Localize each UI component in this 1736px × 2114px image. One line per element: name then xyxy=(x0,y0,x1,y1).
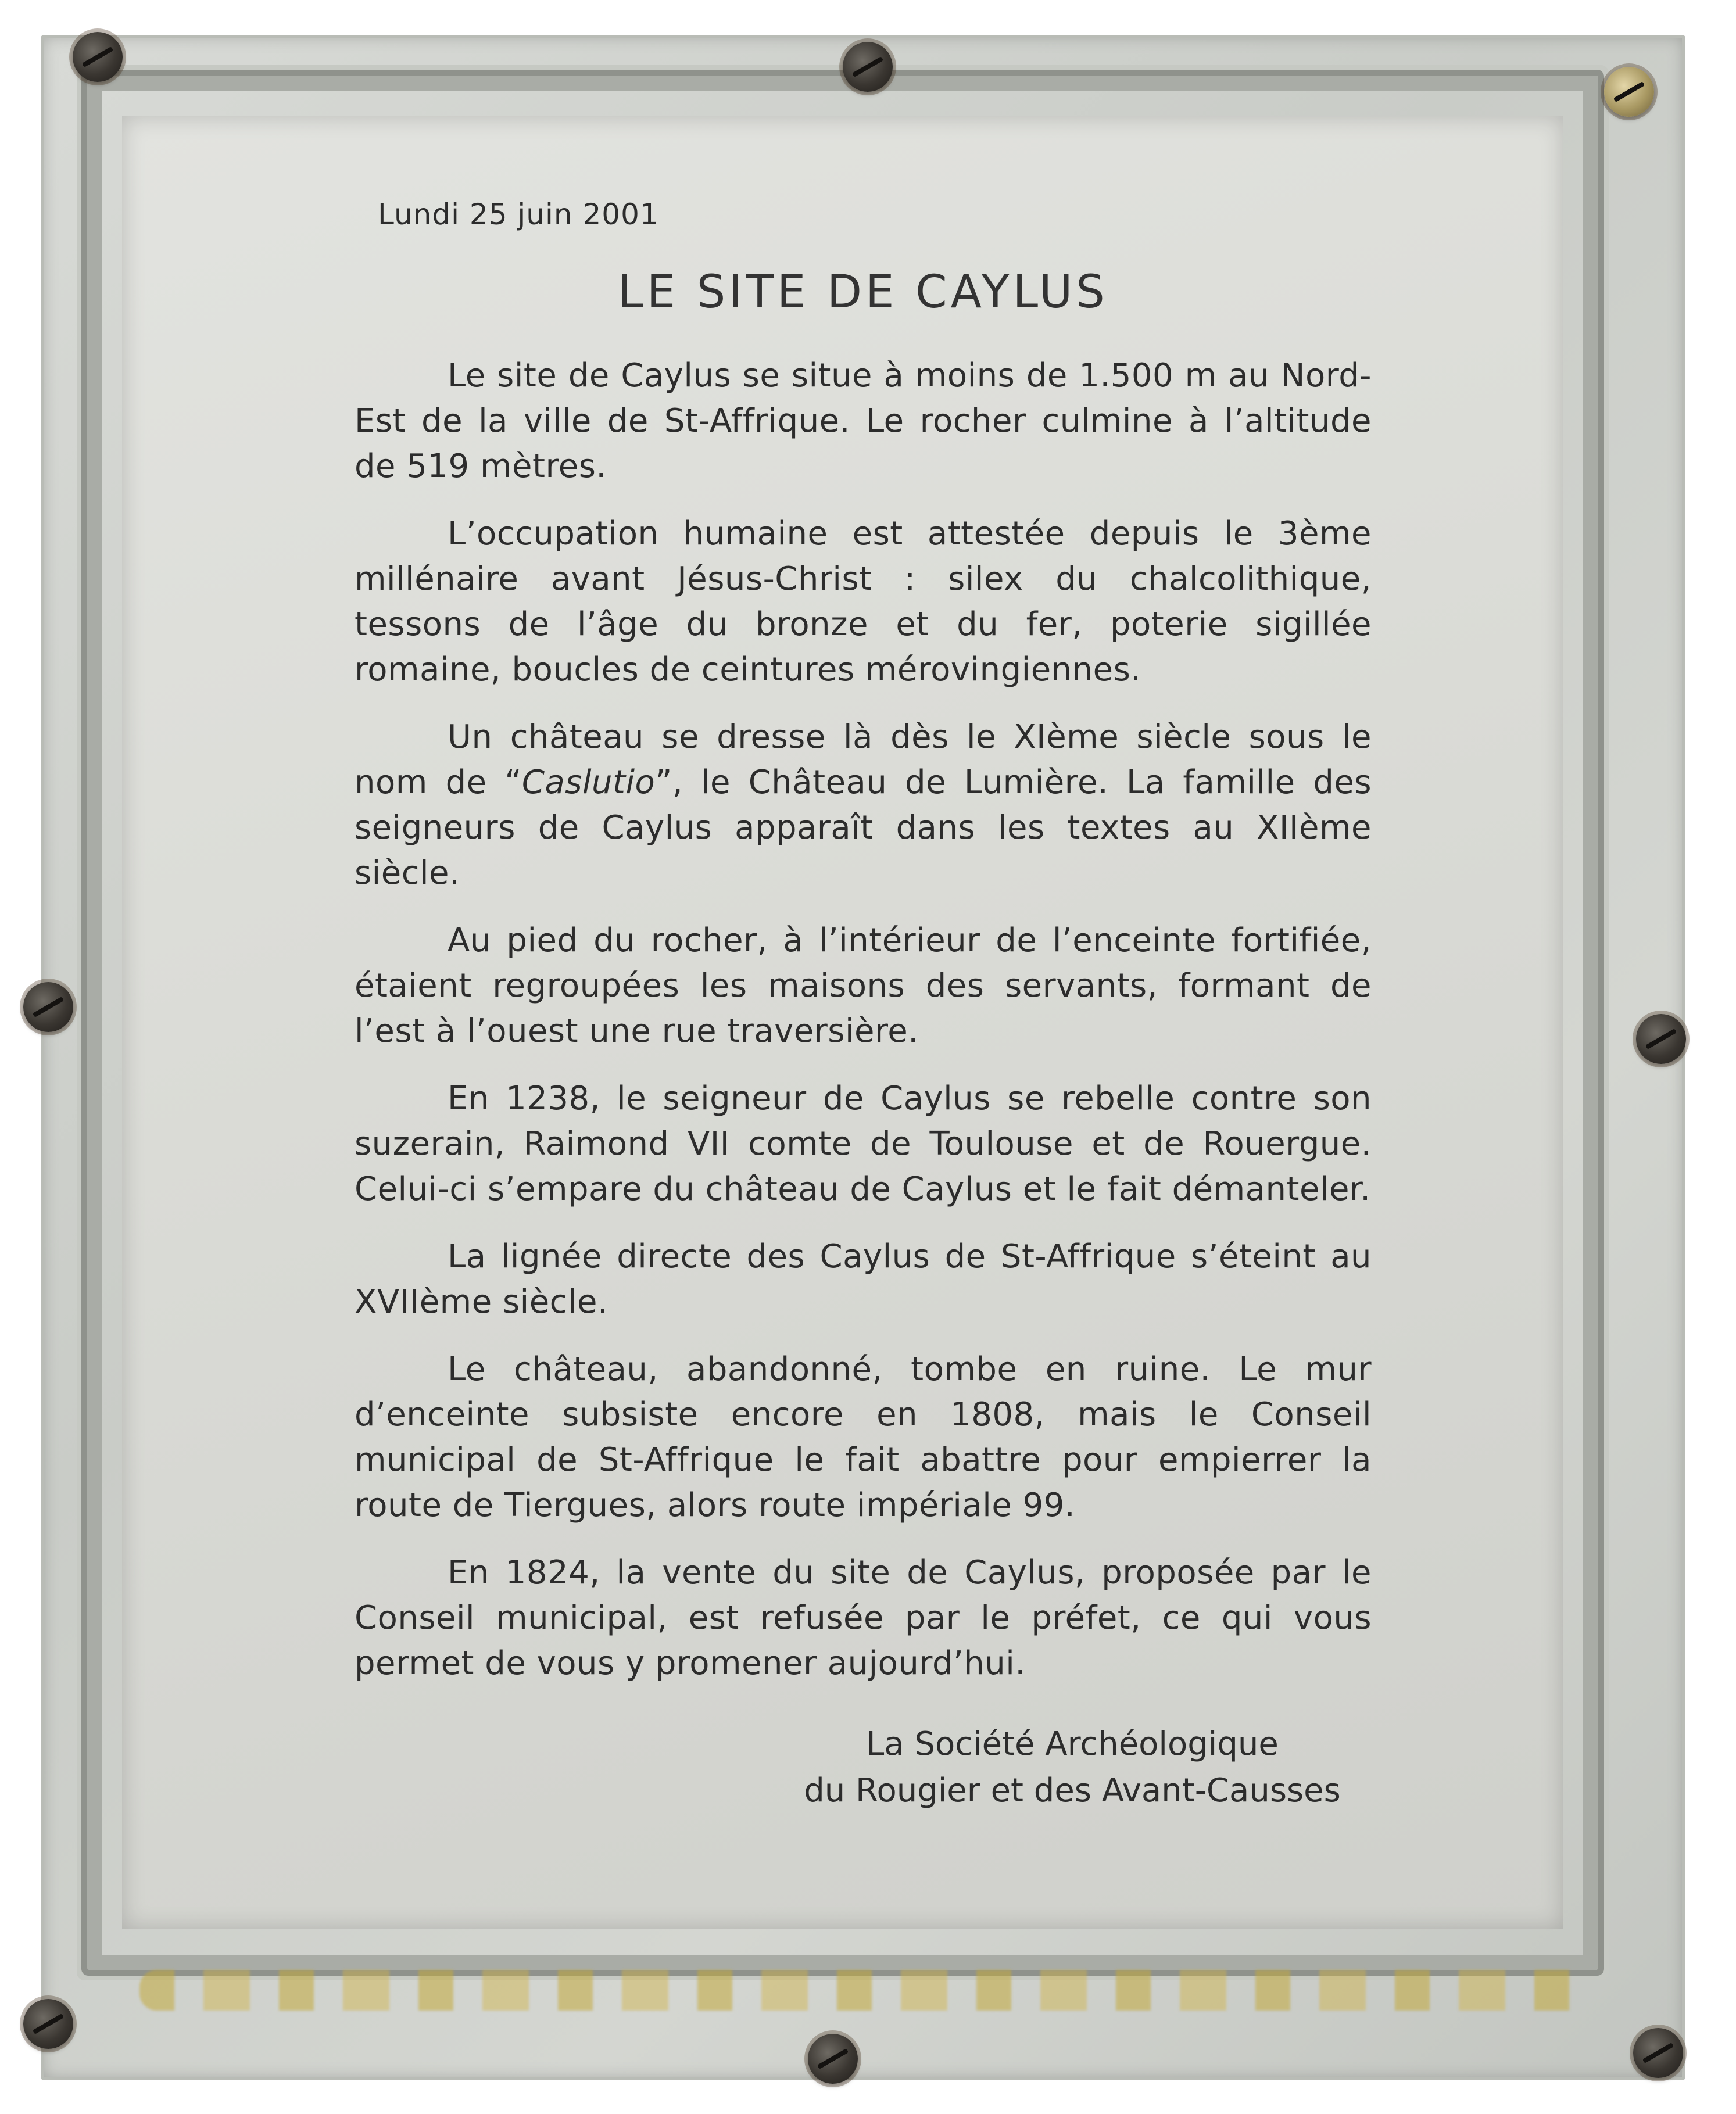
plaque-text xyxy=(355,198,1372,1814)
paragraph-location: Le site de Caylus se situe à moins de 1.500 m au Nord-Est de la ville de St-Affrique. Le rocher culmine à l’altitude de 519 mètres. xyxy=(355,357,1372,485)
lichen-stain xyxy=(139,1970,1592,2011)
screw-icon xyxy=(73,32,123,82)
plaque-date: Lundi 25 juin 2001 xyxy=(378,198,659,231)
paragraph-enclosure: Au pied du rocher, à l’intérieur de l’enceinte fortifiée, étaient regroupées les maisons des servants, formant de l’est à l’ouest une rue traversière. xyxy=(355,922,1372,1050)
paragraph-ruin: Le château, abandonné, tombe en ruine. Le mur d’enceinte subsiste encore en 1808, mais le Conseil municipal de St-Affrique le fait abattre pour empierrer la route de Tiergues, alors route impériale 99. xyxy=(355,1350,1372,1524)
paragraph-castle-before: Un château se dresse là dès le XIème siècle sous le nom de “ xyxy=(355,718,1372,801)
paragraph-castle-italic: Caslutio xyxy=(521,764,656,801)
plaque-title: LE SITE DE CAYLUS xyxy=(618,266,1108,318)
screw-icon xyxy=(23,982,73,1032)
screw-icon xyxy=(1636,1014,1686,1064)
paragraph-castle-after: ”, le Château de Lumière. La famille des seigneurs de Caylus apparaît dans les textes au XIIème siècle. xyxy=(355,764,1372,892)
signature-line-2: du Rougier et des Avant-Causses xyxy=(804,1772,1341,1810)
screw-icon xyxy=(1604,67,1654,117)
paragraph-occupation: L’occupation humaine est attestée depuis le 3ème millénaire avant Jésus-Christ : silex du chalcolithique, tessons de l’âge du bronze et du fer, poterie sigillée romaine, boucles de ceintures mérovingiennes. xyxy=(355,515,1372,689)
paragraph-castle xyxy=(355,715,1372,896)
screw-icon xyxy=(1633,2028,1683,2078)
screw-icon xyxy=(23,1999,73,2049)
signature xyxy=(773,1721,1372,1814)
signature-line-1: La Société Archéologique xyxy=(866,1725,1279,1763)
screw-icon xyxy=(843,42,893,92)
screw-icon xyxy=(808,2034,858,2084)
paragraph-sale: En 1824, la vente du site de Caylus, proposée par le Conseil municipal, est refusée par le préfet, ce qui vous permet de vous y promener aujourd’hui. xyxy=(355,1554,1372,1682)
paragraph-lineage: La lignée directe des Caylus de St-Affrique s’éteint au XVIIème siècle. xyxy=(355,1238,1372,1321)
paragraph-rebellion: En 1238, le seigneur de Caylus se rebelle contre son suzerain, Raimond VII comte de Toulouse et de Rouergue. Celui-ci s’empare du château de Caylus et le fait démanteler. xyxy=(355,1080,1372,1208)
